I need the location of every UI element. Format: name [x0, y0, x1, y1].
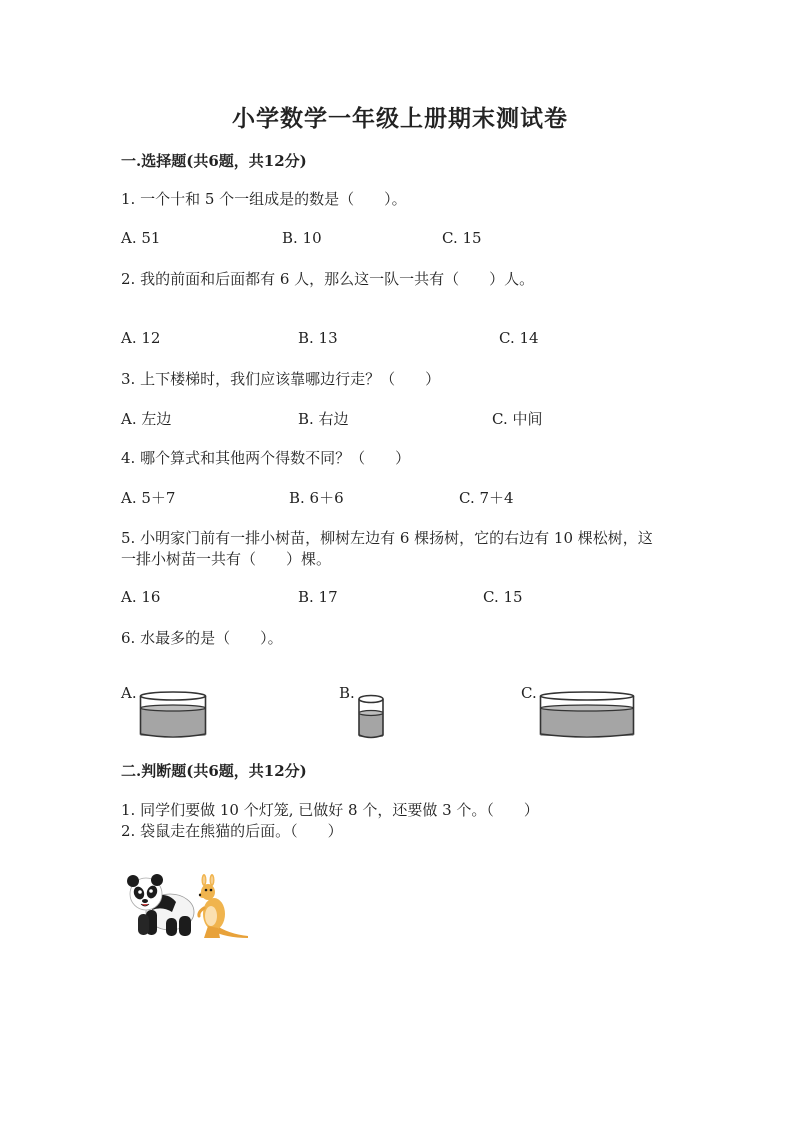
q2-option-b: B. 13 [298, 329, 338, 347]
section-heading-choice: 一.选择题(共6题，共12分) [121, 152, 307, 170]
question-3: 3. 上下楼梯时，我们应该靠哪边行走？（ ） [121, 370, 441, 388]
q3-option-a: A. 左边 [121, 410, 172, 428]
container-c-image [539, 690, 635, 738]
section-heading-judge: 二.判断题(共6题，共12分) [121, 762, 307, 780]
judge-question-1: 1. 同学们要做 10 个灯笼, 已做好 8 个，还要做 3 个。（ ） [121, 801, 539, 819]
question-4: 4. 哪个算式和其他两个得数不同？（ ） [121, 449, 411, 467]
q6-option-c: C. [521, 684, 537, 702]
q5-option-a: A. 16 [121, 588, 161, 606]
q4-option-b: B. 6＋6 [289, 489, 344, 507]
q5-option-b: B. 17 [298, 588, 338, 606]
question-5-line-2: 一排小树苗一共有（ ）棵。 [121, 550, 332, 568]
q1-option-c: C. 15 [442, 229, 482, 247]
q6-option-a: A. [121, 684, 137, 702]
question-5-line-1: 5. 小明家门前有一排小树苗，柳树左边有 6 棵扬树，它的右边有 10 棵松树，这 [121, 529, 653, 547]
q3-option-b: B. 右边 [298, 410, 349, 428]
question-2: 2. 我的前面和后面都有 6 人，那么这一队一共有（ ）人。 [121, 270, 535, 288]
q4-option-c: C. 7＋4 [459, 489, 514, 507]
q2-option-a: A. 12 [121, 329, 161, 347]
q4-option-a: A. 5＋7 [121, 489, 176, 507]
question-6: 6. 水最多的是（ ）。 [121, 629, 283, 647]
container-a-image [139, 690, 207, 738]
judge-question-2: 2. 袋鼠走在熊猫的后面。（ ） [121, 822, 343, 840]
q1-option-b: B. 10 [282, 229, 322, 247]
q6-option-b: B. [339, 684, 355, 702]
question-1: 1. 一个十和 5 个一组成是的数是（ ）。 [121, 190, 407, 208]
q5-option-c: C. 15 [483, 588, 523, 606]
q1-option-a: A. 51 [121, 229, 161, 247]
kangaroo-image [194, 874, 250, 940]
page-title: 小学数学一年级上册期末测试卷 [232, 105, 568, 132]
q3-option-c: C. 中间 [492, 410, 543, 428]
q2-option-c: C. 14 [499, 329, 539, 347]
panda-image [124, 872, 198, 938]
container-b-image [357, 693, 385, 739]
